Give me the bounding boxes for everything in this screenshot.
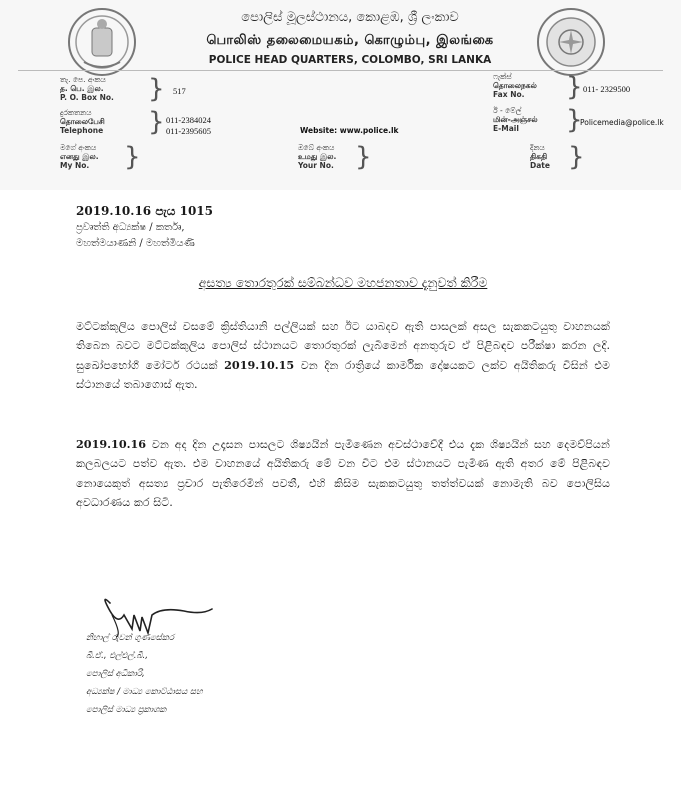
paragraph-2: 2019.10.16 වන අද දින උදෑසන පාසලට ශිෂ්‍යයින් පැමිණෙන අවස්ථාවේදී එය දැක ශිෂ්‍යයින් සහ දෙමව්පියන් කලබලයට පත්ව ඇත. එම වාහනයේ අයිතිකරු මේ වන විට එම ස්ථානයට පැමිණ ඇති අතර මේ පිළිබඳව නොයෙකුත් අසත්‍ය ප්‍රචාර පැතිරෙමින් පවතී, එහි කිසිම සැකකටයුතු තත්ත්වයක් නොමැති බව පොලිසිය අවධාරණය කර සිටී. — [76, 437, 610, 510]
website-link[interactable]: Website: www.police.lk — [300, 126, 399, 135]
your-no-label: ඔබේ අංකය உமது இல. Your No. — [298, 143, 337, 170]
fax-brace: } — [566, 72, 583, 102]
pobox-brace: } — [148, 74, 165, 104]
date-label: දිනය திகதி Date — [530, 143, 550, 170]
signature-position: අධ්‍යක්ෂ / මාධ්‍ය කොට්ඨාසය සහ — [86, 687, 203, 697]
police-emblem-right — [535, 6, 607, 78]
letterhead — [0, 0, 681, 190]
email-brace: } — [566, 105, 583, 135]
recipient-line-2: මහත්මයාණනි / මහත්මියණි — [76, 238, 195, 249]
recipient-line-1: ප්‍රවෘත්ති අධ්‍යක්ෂ / කර්තෘ, — [76, 222, 185, 233]
date-brace: } — [568, 142, 585, 172]
my-no-brace: } — [124, 142, 141, 172]
fax-value: 011- 2329500 — [583, 84, 631, 94]
email-label: ඊ - මේල් மின்-அஞ்சல் E-Mail — [493, 106, 538, 133]
paragraph-1: මට්ටක්කුලිය පොලිස් වසමේ ක්‍රිස්තියානි පල්ලියක් සහ ඊට යාබදව ඇති පාසලක් අසල සැකකටයුතු වාහනයක් තිබෙන බවට මට්ටක්කුලිය පොලිස් ස්ථානයට තොරතුරක් ලැබීමෙන් අනතුරුව ඒ පිළිබඳව පරීක්ෂා කරන ලදි. සුඛෝපභෝගී මෝටර් රථයක් 2019.10.15 වන දින රාත්‍රියේ කාර්මික දෝෂයකට ලක්ව අයිතිකරු විසින් එම ස්ථානයේ තබාගොස් ඇත. — [76, 320, 611, 392]
pobox-label: තැ. පෙ. අංකය த. பெ. இல. P. O. Box No. — [60, 75, 114, 102]
letterhead-title-sinhala: පොලිස් මූලස්ථානය, කොළඹ, ශ්‍රී ලංකාව — [241, 10, 459, 25]
telephone-value-1: 011-2384024 — [166, 115, 212, 125]
telephone-value-2: 011-2395605 — [166, 126, 212, 136]
telephone-label: දුරකතනය தொலைபேசி Telephone — [60, 108, 105, 135]
signature-rank: පොලිස් අධිකාරි, — [86, 669, 145, 679]
fax-label: ෆැක්ස් தொலைநகல் Fax No. — [493, 72, 537, 99]
signature-title: පොලිස් මාධ්‍ය ප්‍රකාශක — [86, 705, 167, 715]
signature-degrees: බී.ඒ., එල්එල්.බී., — [86, 651, 148, 661]
letter-subject: අසත්‍ය තොරතුරක් සම්බන්ධව මහජනතාව දැනුවත් කිරීම — [198, 275, 488, 290]
email-value[interactable]: Policemedia@police.lk — [580, 118, 664, 127]
letter-date: 2019.10.16 පැය 1015 — [76, 204, 214, 218]
letterhead-title-english: POLICE HEAD QUARTERS, COLOMBO, SRI LANKA — [208, 54, 492, 66]
telephone-brace: } — [148, 107, 165, 137]
letterhead-rule — [18, 70, 663, 71]
my-no-label: මගේ අංකය எனது இல. My No. — [60, 143, 99, 170]
pobox-value: 517 — [173, 86, 186, 96]
your-no-brace: } — [355, 142, 372, 172]
police-emblem-left — [66, 6, 138, 78]
letterhead-title-tamil: பொலிஸ் தலைமையகம், கொழும்பு, இலங்கை — [206, 33, 494, 48]
signature-name: නිහාල් රුවන් ගුණසේකර — [86, 633, 174, 643]
